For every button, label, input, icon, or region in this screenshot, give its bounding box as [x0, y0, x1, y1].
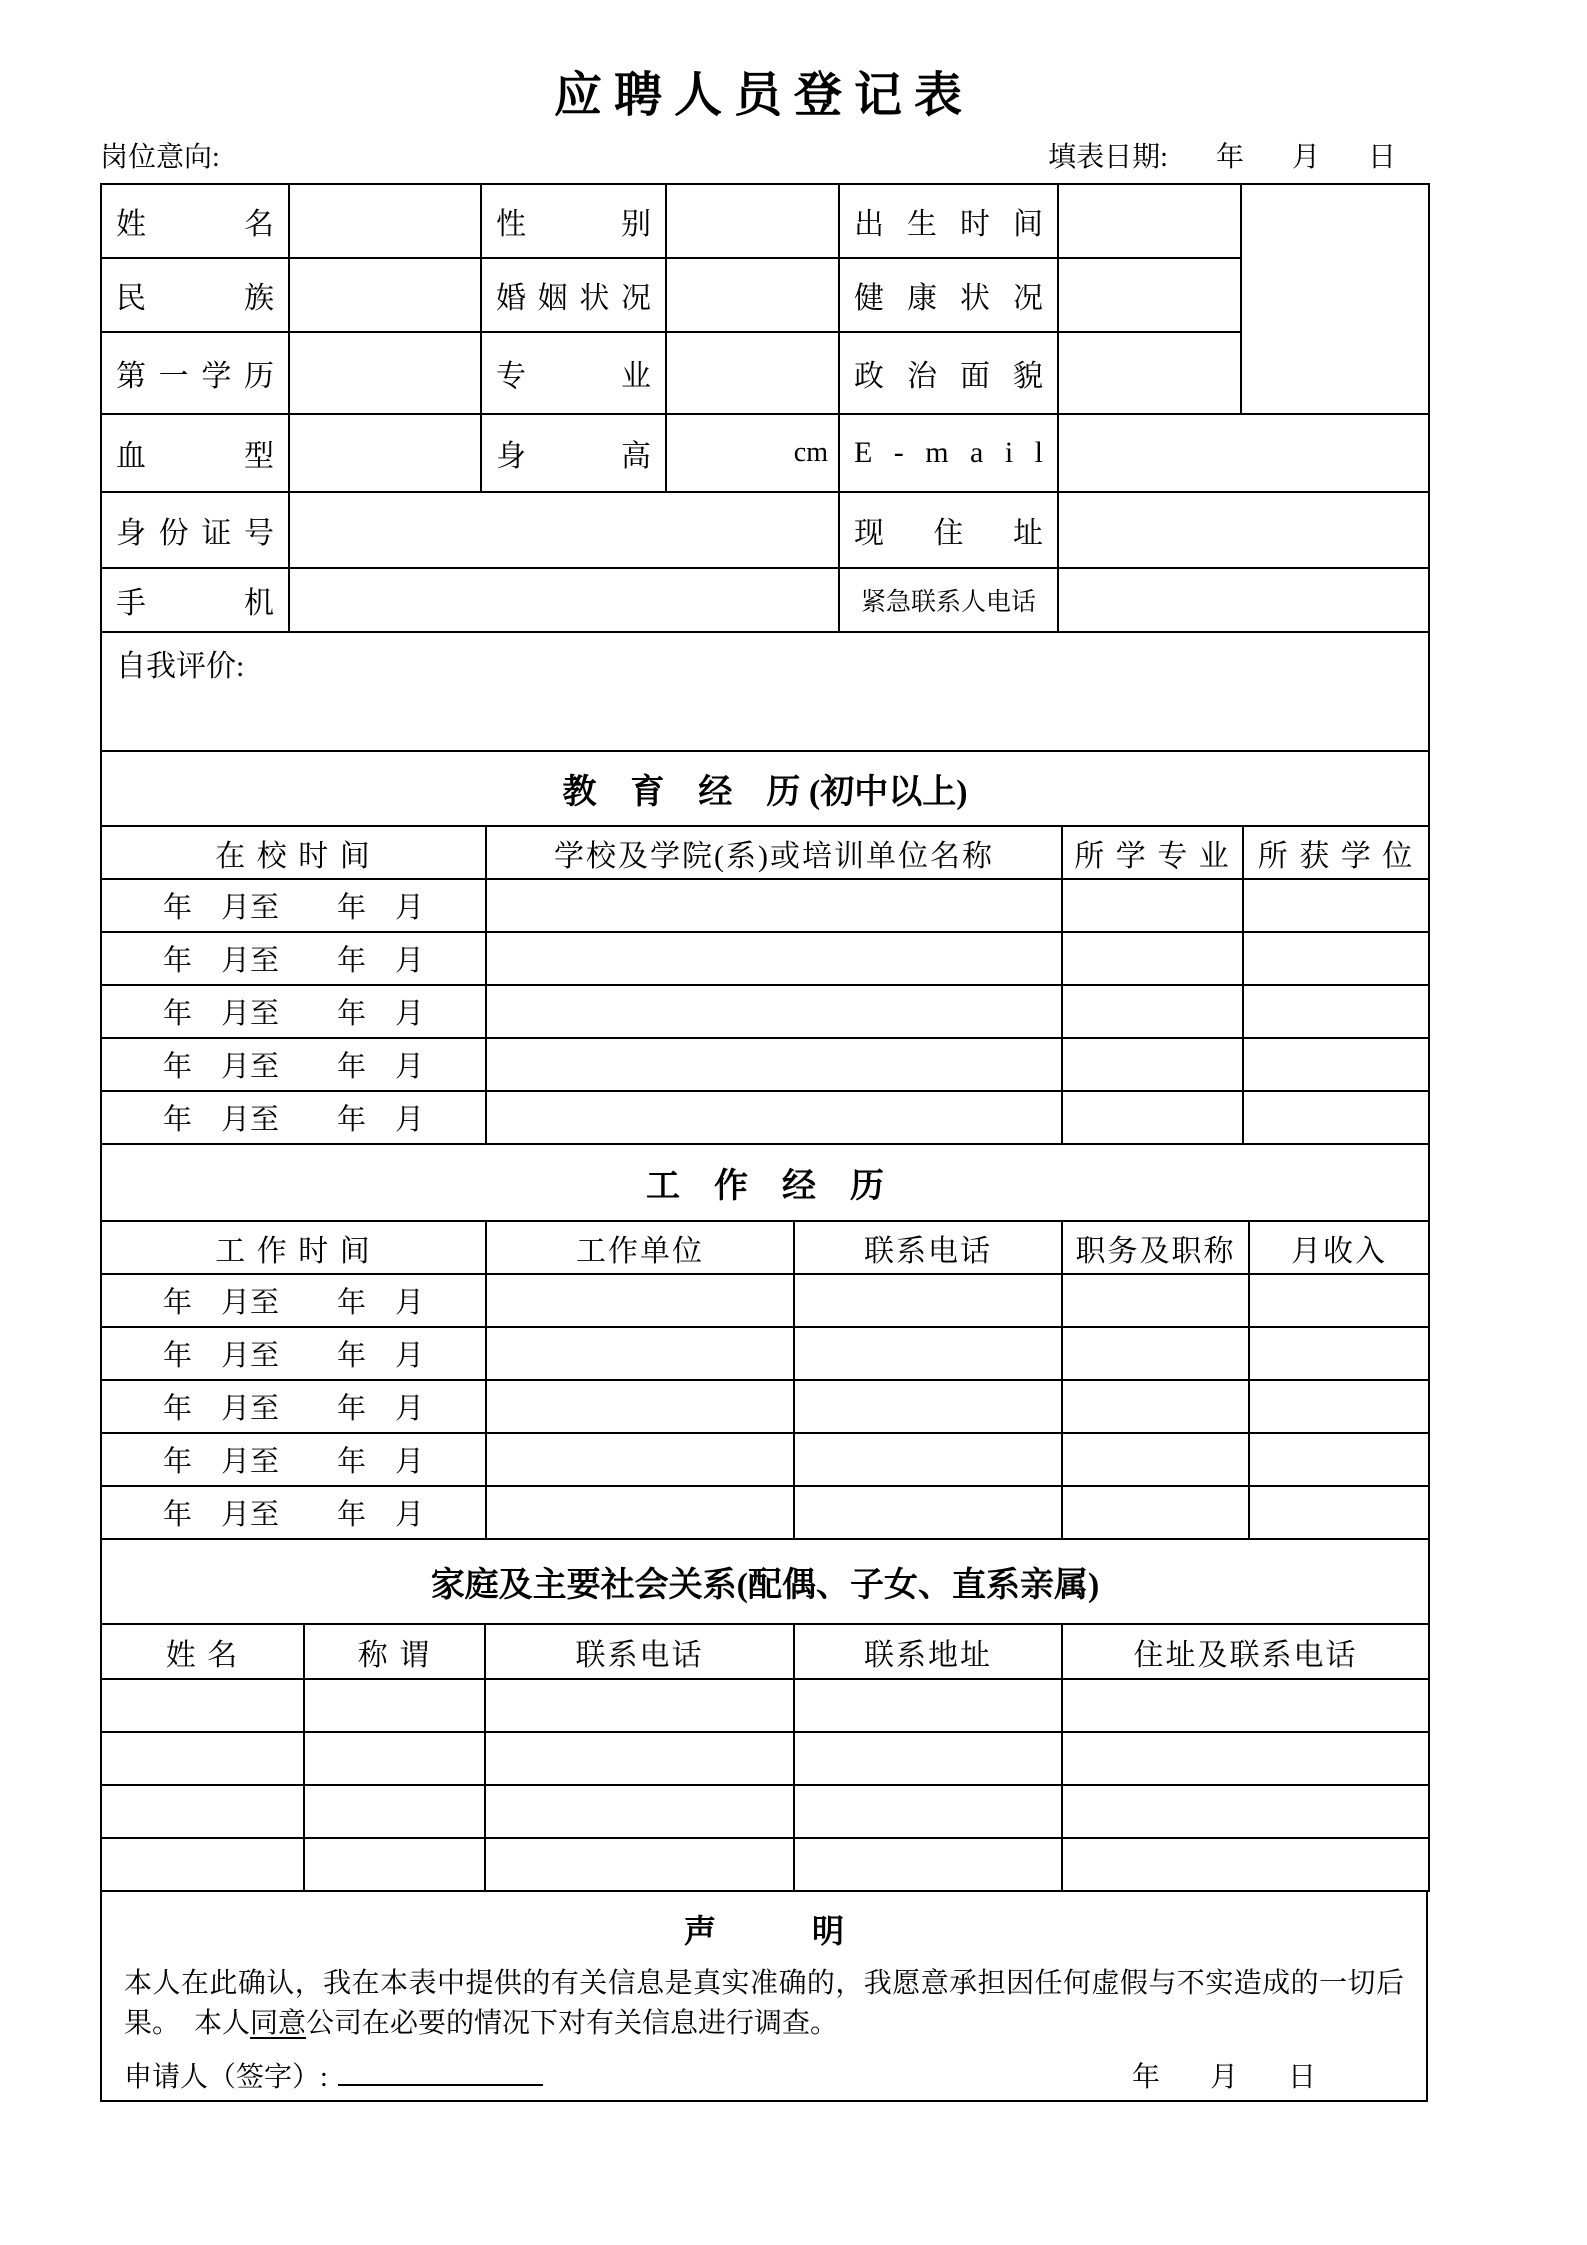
declaration-date-group — [1132, 2061, 1316, 2095]
education-degree-cell[interactable] — [1243, 932, 1429, 985]
work-row — [101, 1486, 1429, 1539]
education-period-cell[interactable]: 年 月至 年 月 — [101, 985, 486, 1038]
current-address-label: 现 住 址 — [839, 492, 1058, 568]
email-label: E - m a i l — [839, 414, 1058, 492]
work-position-cell[interactable] — [1062, 1327, 1249, 1380]
work-income-cell[interactable] — [1249, 1327, 1429, 1380]
work-period-cell[interactable]: 年 月至 年 月 — [101, 1380, 486, 1433]
work-employer-cell[interactable] — [486, 1380, 794, 1433]
birth-time-label: 出 生 时 间 — [839, 184, 1058, 258]
personal-row-6 — [101, 568, 1429, 632]
family-section-title: 家庭及主要社会关系(配偶、子女、直系亲属) — [101, 1539, 1429, 1624]
ethnicity-label: 民 族 — [101, 258, 289, 332]
family-header-row — [101, 1624, 1429, 1679]
education-header-row — [101, 826, 1429, 879]
education-degree-cell[interactable] — [1243, 1091, 1429, 1144]
signer-label: 申请人（签字）: — [124, 2062, 328, 2093]
work-header-income: 月收入 — [1249, 1221, 1429, 1274]
work-position-cell[interactable] — [1062, 1274, 1249, 1327]
education-period-cell[interactable]: 年 月至 年 月 — [101, 932, 486, 985]
work-position-cell[interactable] — [1062, 1380, 1249, 1433]
work-income-cell[interactable] — [1249, 1380, 1429, 1433]
family-name-cell[interactable] — [101, 1838, 304, 1891]
health-status-label: 健 康 状 况 — [839, 258, 1058, 332]
blood-type-label: 血 型 — [101, 414, 289, 492]
family-address-cell[interactable] — [794, 1679, 1062, 1732]
family-header-relation: 称 谓 — [304, 1624, 485, 1679]
declaration-title: 声 明 — [683, 1913, 844, 1949]
family-phone-cell[interactable] — [485, 1838, 794, 1891]
gender-label: 性 别 — [481, 184, 666, 258]
family-phone-cell[interactable] — [485, 1732, 794, 1785]
height-value-cell[interactable] — [666, 414, 839, 492]
work-employer-cell[interactable] — [486, 1327, 794, 1380]
work-phone-cell[interactable] — [794, 1327, 1062, 1380]
education-degree-cell[interactable] — [1243, 1038, 1429, 1091]
family-row — [101, 1679, 1429, 1732]
family-header-phone: 联系电话 — [485, 1624, 794, 1679]
political-status-value-cell[interactable] — [1058, 332, 1241, 414]
work-header-period: 工 作 时 间 — [101, 1221, 486, 1274]
education-table — [100, 750, 1430, 1145]
self-evaluation-label: 自我评价: — [116, 650, 245, 683]
family-address-phone-cell[interactable] — [1062, 1838, 1429, 1891]
education-major-cell[interactable] — [1062, 879, 1243, 932]
personal-row-3 — [101, 332, 1429, 414]
work-row — [101, 1274, 1429, 1327]
declaration-body-part1: 本人在此确认，我在本表中提供的有关信息是真实准确的，我愿意承担因任何虚假与不实造成的一切后果。 本人 — [124, 1968, 1404, 2039]
personal-row-5 — [101, 492, 1429, 568]
work-position-cell[interactable] — [1062, 1433, 1249, 1486]
emergency-contact-value-cell[interactable] — [1058, 568, 1429, 632]
position-intent-label[interactable]: 岗位意向: — [100, 142, 220, 173]
work-header-position: 职务及职称 — [1062, 1221, 1249, 1274]
education-period-cell[interactable]: 年 月至 年 月 — [101, 1038, 486, 1091]
photo-cell[interactable] — [1241, 184, 1429, 414]
education-school-cell[interactable] — [486, 985, 1062, 1038]
education-degree-cell[interactable] — [1243, 985, 1429, 1038]
marital-status-label: 婚 姻 状 况 — [481, 258, 666, 332]
education-school-cell[interactable] — [486, 1038, 1062, 1091]
work-table — [100, 1143, 1430, 1540]
major-label: 专 业 — [481, 332, 666, 414]
work-row — [101, 1327, 1429, 1380]
work-employer-cell[interactable] — [486, 1274, 794, 1327]
family-relation-cell[interactable] — [304, 1785, 485, 1838]
family-address-cell[interactable] — [794, 1732, 1062, 1785]
fill-date-month[interactable]: 月 — [1291, 142, 1320, 173]
education-school-cell[interactable] — [486, 1091, 1062, 1144]
fill-date-label: 填表日期: — [1048, 142, 1168, 173]
declaration-body-part2: 公司在必要的情况下对有关信息进行调查。 — [306, 2008, 839, 2039]
declaration-date-month[interactable]: 月 — [1209, 2062, 1238, 2093]
mobile-label: 手 机 — [101, 568, 289, 632]
personal-info-table — [100, 183, 1430, 752]
fill-date-year[interactable]: 年 — [1215, 142, 1244, 173]
family-header-address-phone: 住址及联系电话 — [1062, 1624, 1429, 1679]
education-degree-cell[interactable] — [1243, 879, 1429, 932]
id-number-label: 身 份 证 号 — [101, 492, 289, 568]
major-value-cell[interactable] — [666, 332, 839, 414]
family-address-phone-cell[interactable] — [1062, 1785, 1429, 1838]
work-income-cell[interactable] — [1249, 1486, 1429, 1539]
personal-row-4 — [101, 414, 1429, 492]
education-school-cell[interactable] — [486, 879, 1062, 932]
work-header-row — [101, 1221, 1429, 1274]
family-row — [101, 1838, 1429, 1891]
declaration-body — [124, 1964, 1404, 2044]
id-number-value-cell[interactable] — [289, 492, 839, 568]
name-label: 姓 名 — [101, 184, 289, 258]
education-major-cell[interactable] — [1062, 1038, 1243, 1091]
education-row — [101, 1038, 1429, 1091]
work-period-cell[interactable]: 年 月至 年 月 — [101, 1433, 486, 1486]
family-relation-cell[interactable] — [304, 1679, 485, 1732]
family-phone-cell[interactable] — [485, 1785, 794, 1838]
ethnicity-value-cell[interactable] — [289, 258, 481, 332]
email-value-cell[interactable] — [1058, 414, 1429, 492]
family-name-cell[interactable] — [101, 1679, 304, 1732]
family-header-name: 姓 名 — [101, 1624, 304, 1679]
work-period-cell[interactable]: 年 月至 年 月 — [101, 1274, 486, 1327]
signature-line[interactable] — [338, 2056, 543, 2086]
education-school-cell[interactable] — [486, 932, 1062, 985]
education-header-major: 所 学 专 业 — [1062, 826, 1243, 879]
work-position-cell[interactable] — [1062, 1486, 1249, 1539]
work-phone-cell[interactable] — [794, 1274, 1062, 1327]
work-income-cell[interactable] — [1249, 1433, 1429, 1486]
political-status-label: 政 治 面 貌 — [839, 332, 1058, 414]
first-education-value-cell[interactable] — [289, 332, 481, 414]
height-label: 身 高 — [481, 414, 666, 492]
family-band-row — [101, 1539, 1429, 1624]
work-period-cell[interactable]: 年 月至 年 月 — [101, 1486, 486, 1539]
work-period-cell[interactable]: 年 月至 年 月 — [101, 1327, 486, 1380]
declaration-cell — [101, 1891, 1427, 2101]
family-row — [101, 1732, 1429, 1785]
family-address-cell[interactable] — [794, 1785, 1062, 1838]
blood-type-value-cell[interactable] — [289, 414, 481, 492]
health-status-value-cell[interactable] — [1058, 258, 1241, 332]
education-row — [101, 879, 1429, 932]
work-header-employer: 工作单位 — [486, 1221, 794, 1274]
education-header-period: 在 校 时 间 — [101, 826, 486, 879]
family-address-phone-cell[interactable] — [1062, 1679, 1429, 1732]
work-section-title: 工 作 经 历 — [101, 1144, 1429, 1221]
personal-row-1 — [101, 184, 1429, 258]
education-major-cell[interactable] — [1062, 1091, 1243, 1144]
declaration-sign-row — [124, 2056, 1404, 2095]
fill-date-group — [1048, 142, 1396, 174]
work-header-phone: 联系电话 — [794, 1221, 1062, 1274]
education-row — [101, 932, 1429, 985]
education-major-cell[interactable] — [1062, 932, 1243, 985]
work-employer-cell[interactable] — [486, 1486, 794, 1539]
education-major-cell[interactable] — [1062, 985, 1243, 1038]
work-phone-cell[interactable] — [794, 1433, 1062, 1486]
emergency-contact-label: 紧急联系人电话 — [839, 568, 1058, 632]
family-address-cell[interactable] — [794, 1838, 1062, 1891]
education-header-degree: 所 获 学 位 — [1243, 826, 1429, 879]
height-unit-label: cm — [793, 437, 828, 468]
work-row — [101, 1433, 1429, 1486]
first-education-label: 第 一 学 历 — [101, 332, 289, 414]
declaration-date-day[interactable]: 日 — [1287, 2062, 1316, 2093]
family-table — [100, 1538, 1430, 1892]
current-address-value-cell[interactable] — [1058, 492, 1429, 568]
declaration-date-year[interactable]: 年 — [1131, 2062, 1160, 2093]
meta-row — [100, 142, 1428, 174]
fill-date-day[interactable]: 日 — [1367, 142, 1396, 173]
self-evaluation-row — [101, 632, 1429, 751]
work-income-cell[interactable] — [1249, 1274, 1429, 1327]
declaration-body-underlined: 同意 — [250, 2008, 307, 2039]
self-evaluation-cell[interactable] — [101, 632, 1429, 751]
gender-value-cell[interactable] — [666, 184, 839, 258]
signer-group — [124, 2056, 543, 2095]
family-relation-cell[interactable] — [304, 1732, 485, 1785]
family-name-cell[interactable] — [101, 1732, 304, 1785]
declaration-table — [100, 1890, 1428, 2102]
work-employer-cell[interactable] — [486, 1433, 794, 1486]
work-band-row — [101, 1144, 1429, 1221]
family-phone-cell[interactable] — [485, 1679, 794, 1732]
family-row — [101, 1785, 1429, 1838]
family-name-cell[interactable] — [101, 1785, 304, 1838]
education-row — [101, 985, 1429, 1038]
work-row — [101, 1380, 1429, 1433]
page-title: 应聘人员登记表 — [553, 69, 974, 122]
name-value-cell[interactable] — [289, 184, 481, 258]
work-phone-cell[interactable] — [794, 1380, 1062, 1433]
declaration-row — [101, 1891, 1427, 2101]
education-section-title: 教 育 经 历 (初中以上) — [101, 751, 1429, 826]
marital-status-value-cell[interactable] — [666, 258, 839, 332]
work-phone-cell[interactable] — [794, 1486, 1062, 1539]
family-header-address: 联系地址 — [794, 1624, 1062, 1679]
mobile-value-cell[interactable] — [289, 568, 839, 632]
birth-time-value-cell[interactable] — [1058, 184, 1241, 258]
family-relation-cell[interactable] — [304, 1838, 485, 1891]
education-period-cell[interactable]: 年 月至 年 月 — [101, 1091, 486, 1144]
personal-row-2 — [101, 258, 1429, 332]
education-period-cell[interactable]: 年 月至 年 月 — [101, 879, 486, 932]
education-band-row — [101, 751, 1429, 826]
family-address-phone-cell[interactable] — [1062, 1732, 1429, 1785]
education-row — [101, 1091, 1429, 1144]
education-header-school: 学校及学院(系)或培训单位名称 — [486, 826, 1062, 879]
